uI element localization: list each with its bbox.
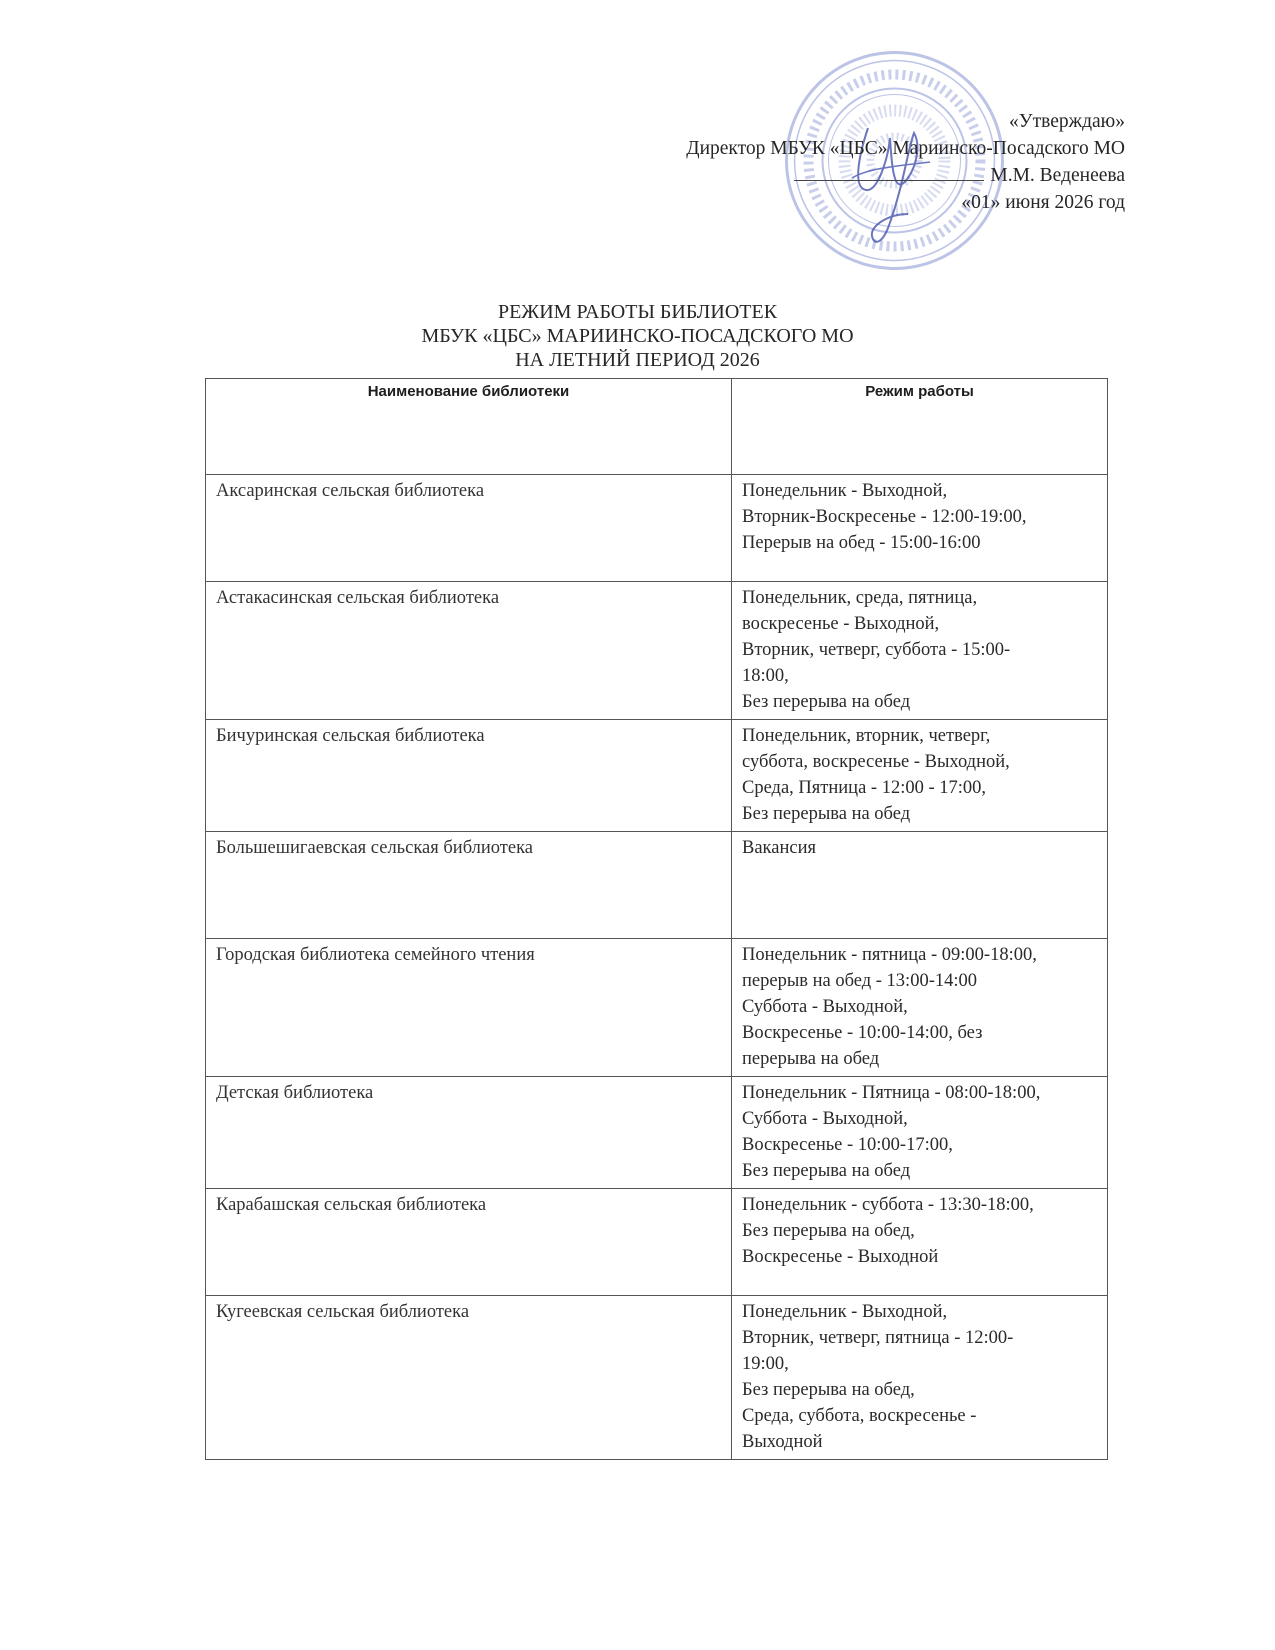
work-hours-line: Понедельник, вторник, четверг, — [742, 726, 991, 746]
title-line-3: НА ЛЕТНИЙ ПЕРИОД 2026 — [515, 349, 760, 371]
library-name-cell: Астакасинская сельская библиотека — [206, 582, 732, 720]
work-hours-line: Выходной — [742, 1432, 823, 1452]
signature-line — [794, 162, 984, 181]
table-row — [206, 475, 1108, 582]
table-row — [206, 1077, 1108, 1189]
work-hours-line: Среда, Пятница - 12:00 - 17:00, — [742, 778, 987, 798]
table-body — [206, 475, 1108, 1460]
work-hours-line: Понедельник - Выходной, — [742, 481, 948, 501]
work-hours-line: 19:00, — [742, 1354, 789, 1374]
work-hours-line: Понедельник, среда, пятница, — [742, 588, 978, 608]
table-row — [206, 939, 1108, 1077]
work-hours-line: Воскресенье - 10:00-14:00, без — [742, 1023, 983, 1043]
approval-signature-line — [686, 162, 1125, 189]
work-hours-line: воскресенье - Выходной, — [742, 614, 940, 634]
work-hours-line: Вторник, четверг, суббота - 15:00- — [742, 640, 1011, 660]
library-name-cell: Детская библиотека — [206, 1077, 732, 1189]
approval-date: «01» июня 2026 год — [961, 192, 1125, 213]
header-library-name: Наименование библиотеки — [206, 379, 732, 475]
work-hours-line: 18:00, — [742, 666, 789, 686]
work-hours-line: Вторник, четверг, пятница - 12:00- — [742, 1328, 1014, 1348]
work-hours-line: Понедельник - Выходной, — [742, 1302, 948, 1322]
library-name-cell: Кугеевская сельская библиотека — [206, 1296, 732, 1460]
work-hours-cell — [732, 720, 1108, 832]
work-hours-cell — [732, 939, 1108, 1077]
approval-position: Директор МБУК «ЦБС» Мариинско-Посадского МО — [686, 138, 1125, 159]
work-hours-line: суббота, воскресенье - Выходной, — [742, 752, 1010, 772]
approval-word: «Утверждаю» — [1009, 111, 1125, 132]
approval-block — [686, 108, 1125, 216]
work-hours-line: Среда, суббота, воскресенье - — [742, 1406, 977, 1426]
work-hours-line: Понедельник - Пятница - 08:00-18:00, — [742, 1083, 1041, 1103]
work-hours-line: Понедельник - пятница - 09:00-18:00, — [742, 945, 1037, 965]
library-name-cell: Аксаринская сельская библиотека — [206, 475, 732, 582]
document-title — [0, 300, 1275, 372]
work-hours-line: Воскресенье - 10:00-17:00, — [742, 1135, 953, 1155]
work-hours-line: Вторник-Воскресенье - 12:00-19:00, — [742, 507, 1027, 527]
work-hours-line: Без перерыва на обед — [742, 1161, 911, 1181]
schedule-table — [205, 378, 1108, 1460]
title-line-1: РЕЖИМ РАБОТЫ БИБЛИОТЕК — [497, 301, 778, 323]
work-hours-line: перерыва на обед — [742, 1049, 880, 1069]
title-line-2: МБУК «ЦБС» МАРИИНСКО-ПОСАДСКОГО МО — [421, 325, 854, 347]
header-work-hours: Режим работы — [732, 379, 1108, 475]
director-name: М.М. Веденеева — [990, 165, 1125, 186]
work-hours-line: Понедельник - суббота - 13:30-18:00, — [742, 1195, 1034, 1215]
library-name-cell: Карабашская сельская библиотека — [206, 1189, 732, 1296]
work-hours-cell — [732, 1077, 1108, 1189]
table-row — [206, 1296, 1108, 1460]
work-hours-line: Без перерыва на обед — [742, 692, 911, 712]
table-row — [206, 582, 1108, 720]
table-row — [206, 832, 1108, 939]
work-hours-cell — [732, 475, 1108, 582]
work-hours-line: Суббота - Выходной, — [742, 1109, 908, 1129]
work-hours-line: Без перерыва на обед, — [742, 1221, 915, 1241]
library-name-cell: Бичуринская сельская библиотека — [206, 720, 732, 832]
table-header-row — [206, 379, 1108, 475]
library-name-cell: Большешигаевская сельская библиотека — [206, 832, 732, 939]
work-hours-line: Без перерыва на обед — [742, 804, 911, 824]
table-row — [206, 1189, 1108, 1296]
work-hours-line: перерыв на обед - 13:00-14:00 — [742, 971, 977, 991]
work-hours-line: Суббота - Выходной, — [742, 997, 908, 1017]
work-hours-line: Вакансия — [742, 838, 816, 858]
library-name-cell: Городская библиотека семейного чтения — [206, 939, 732, 1077]
work-hours-cell — [732, 832, 1108, 939]
work-hours-line: Без перерыва на обед, — [742, 1380, 915, 1400]
work-hours-line: Перерыв на обед - 15:00-16:00 — [742, 533, 981, 553]
work-hours-cell — [732, 1296, 1108, 1460]
work-hours-cell — [732, 1189, 1108, 1296]
work-hours-line: Воскресенье - Выходной — [742, 1247, 939, 1267]
work-hours-cell — [732, 582, 1108, 720]
table-row — [206, 720, 1108, 832]
